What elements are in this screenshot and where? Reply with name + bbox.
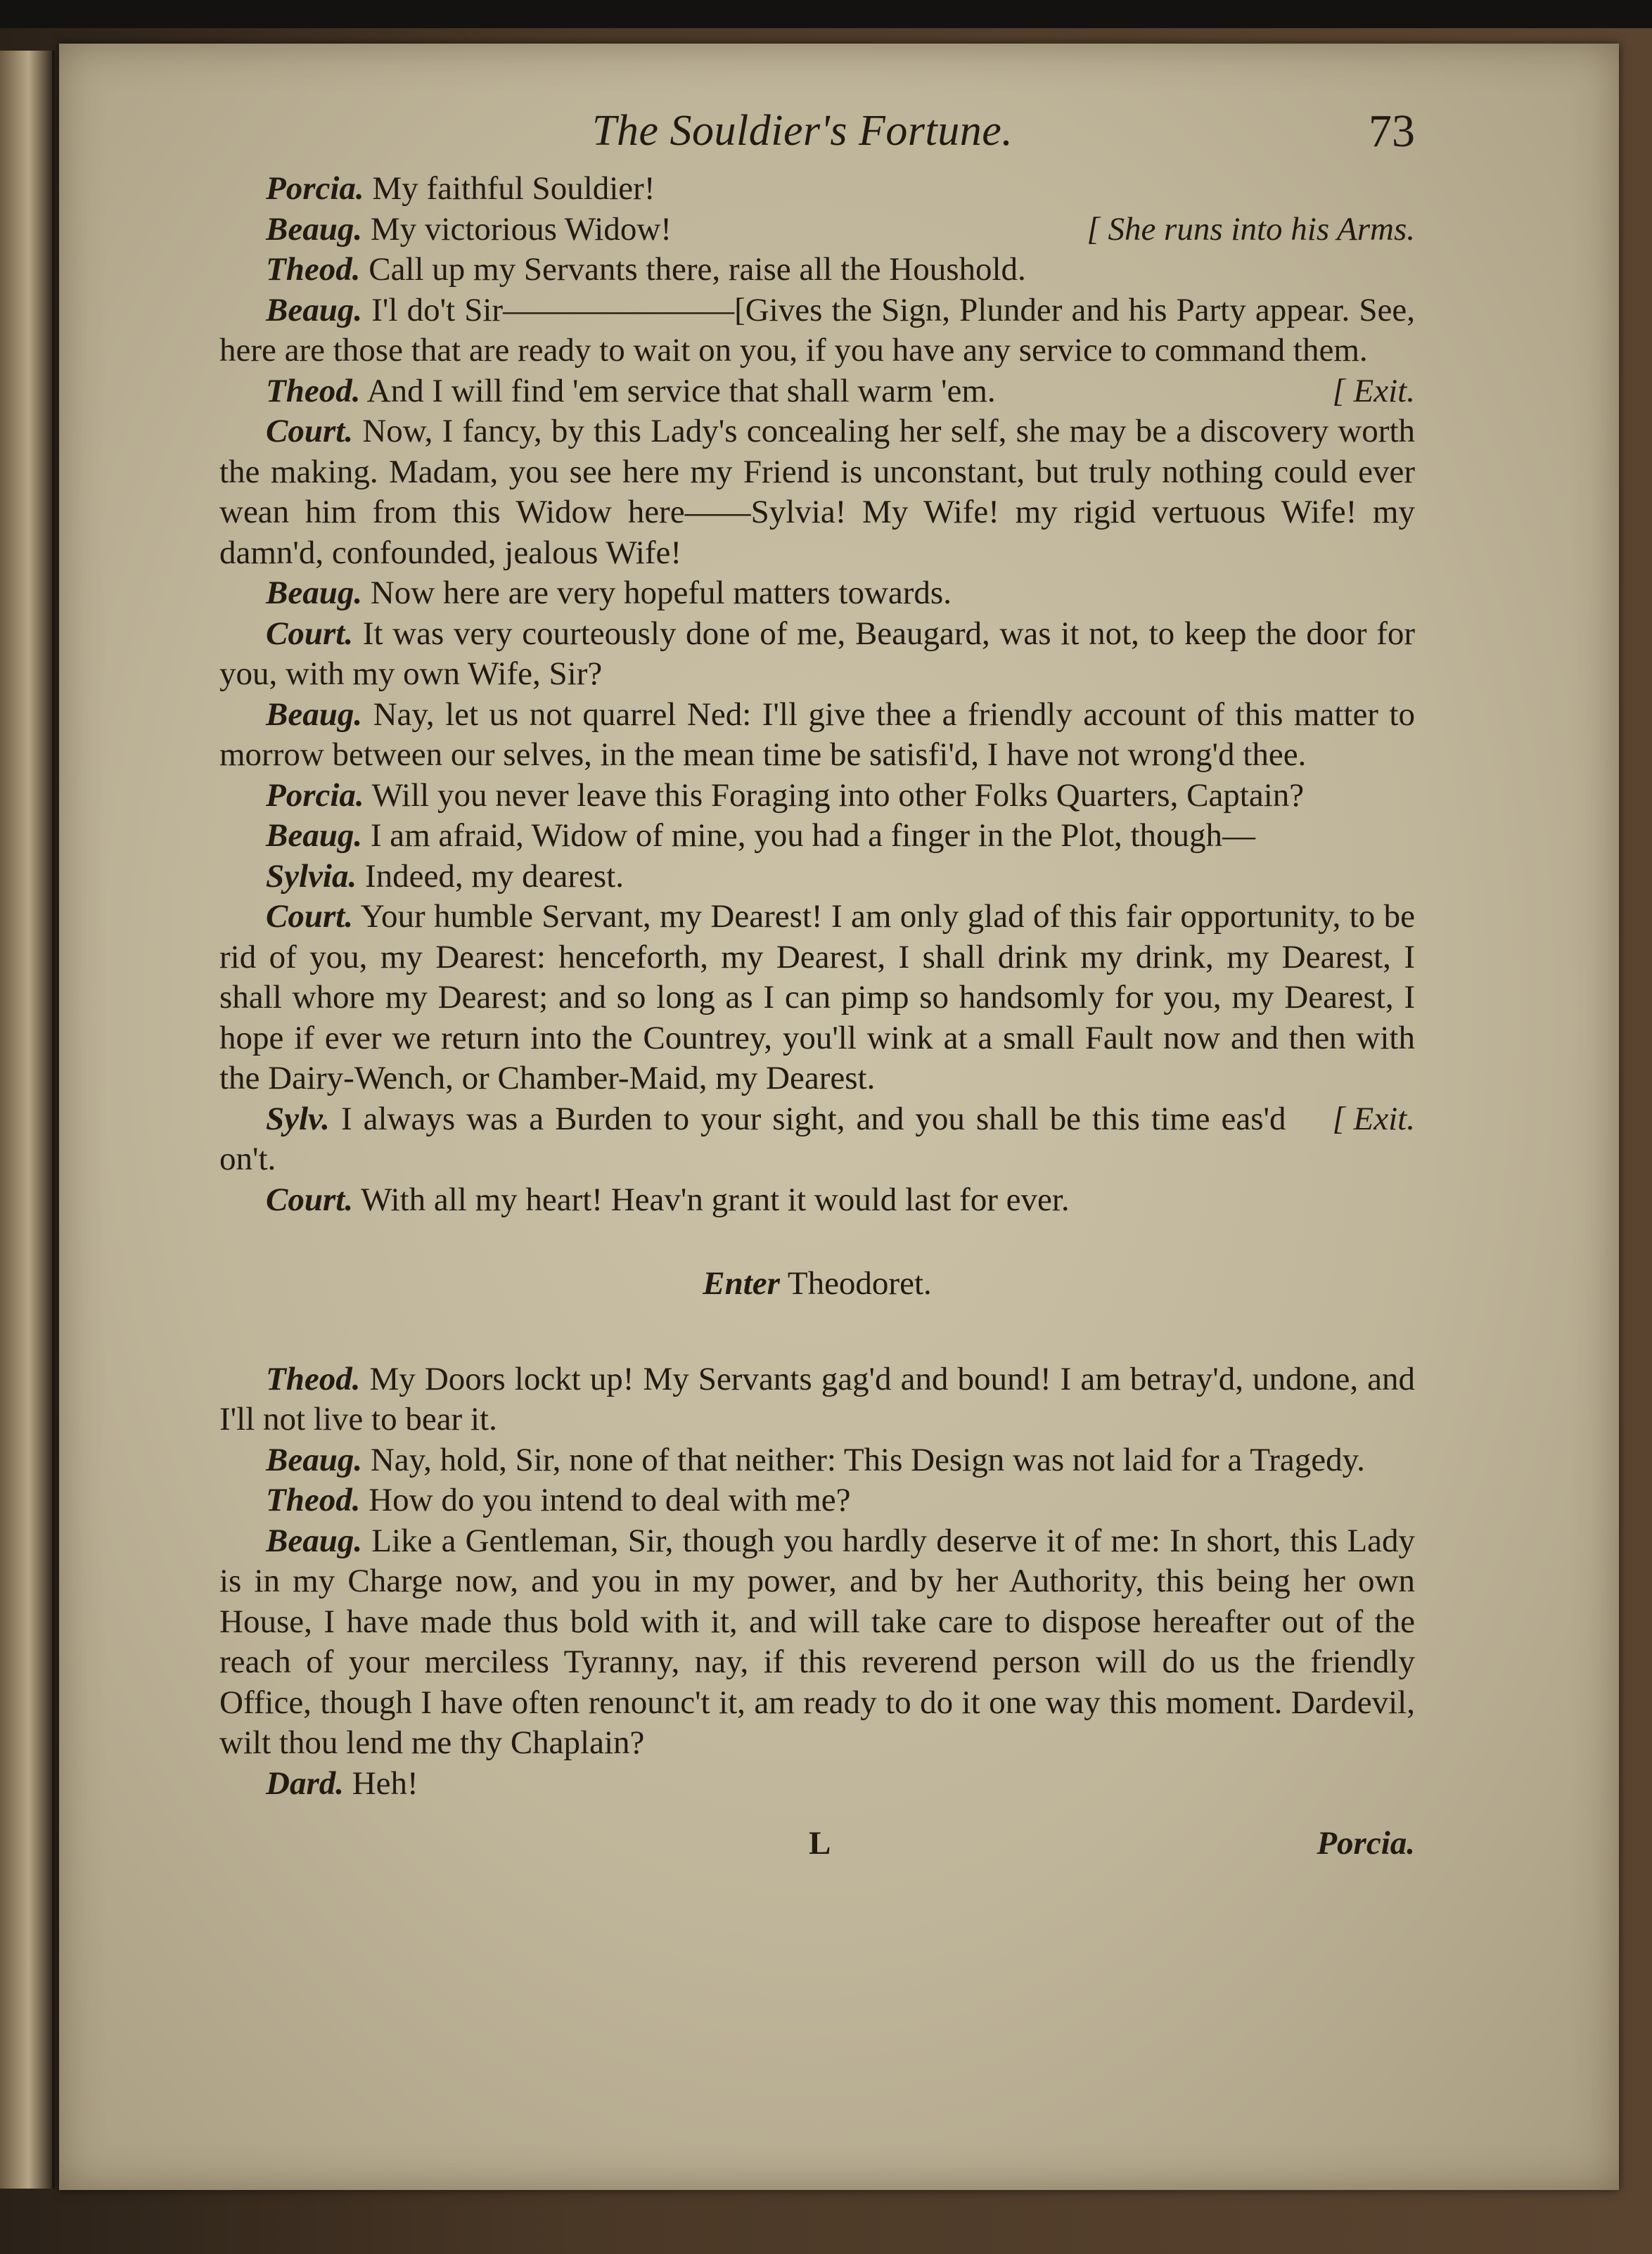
speech-text: Call up my Servants there, raise all the Houshold. <box>369 251 1026 288</box>
dialogue-section <box>219 169 1415 1220</box>
facing-page-edge <box>0 51 55 2189</box>
page-number: 73 <box>1369 105 1415 157</box>
entrance-label: Enter <box>703 1265 780 1302</box>
speech <box>219 897 1415 1099</box>
speech-text: I always was a Burden to your sight, and you shall be this time eas'd on't. <box>219 1100 1286 1177</box>
speech <box>219 169 1415 210</box>
speech-text: Will you never leave this Foraging into other Folks Quarters, Captain? <box>371 776 1305 814</box>
speaker-name: Sylv. <box>266 1100 330 1137</box>
speech-text: I'l do't Sir———————[Gives the Sign, Plunder and his Party appear. See, here are those that are ready to wait on you, if you have any service to command them. <box>219 291 1415 369</box>
speaker-name: Court. <box>266 1181 354 1218</box>
speech <box>219 250 1415 290</box>
speech <box>219 1440 1415 1481</box>
speech-text: How do you intend to deal with me? <box>369 1482 851 1518</box>
speaker-name: Beaug. <box>266 817 363 854</box>
speech <box>219 411 1415 573</box>
speaker-name: Court. <box>266 615 354 652</box>
speech-text: My faithful Souldier! <box>372 170 655 207</box>
dialogue-section <box>219 1359 1415 1805</box>
speech-text: Nay, hold, Sir, none of that neither: This Design was not laid for a Tragedy. <box>370 1441 1365 1478</box>
speaker-name: Theod. <box>266 251 361 288</box>
speech-text: Your humble Servant, my Dearest! I am only glad of this fair opportunity, to be rid of you, my Dearest: henceforth, my Dearest, I shall drink my drink, my Dearest, I shall whore my Dearest; and so long as I can pimp so handsomly for you, my Dearest, I hope if ever we return into the Countrey, you'll wink at a small Fault now and then with the Dairy-Wench, or Chamber-Maid, my Dearest. <box>219 898 1415 1096</box>
entrance-character: Theodoret. <box>787 1265 932 1302</box>
speech <box>219 1521 1415 1764</box>
speaker-name: Beaug. <box>266 1522 363 1559</box>
running-title: The Souldier's Fortune. <box>592 107 1013 155</box>
speech <box>219 210 1415 250</box>
speaker-name: Porcia. <box>266 170 364 207</box>
speaker-name: Sylvia. <box>266 857 357 895</box>
stage-direction-entrance <box>219 1264 1415 1305</box>
page-footer <box>219 1824 1415 1866</box>
speaker-name: Beaug. <box>266 1441 363 1478</box>
stage-direction: [ Exit. <box>1332 1100 1415 1137</box>
catchword: Porcia. <box>1317 1825 1415 1862</box>
speech <box>219 371 1415 412</box>
speaker-name: Theod. <box>266 1482 361 1518</box>
speaker-name: Beaug. <box>266 291 363 328</box>
stage-direction: [ Exit. <box>1332 372 1415 409</box>
speaker-name: Theod. <box>266 1360 361 1397</box>
speaker-name: Dard. <box>266 1765 344 1802</box>
speech <box>219 776 1415 817</box>
stage-direction: [ She runs into his Arms. <box>1087 210 1415 248</box>
speech-text: It was very courteously done of me, Beaugard, was it not, to keep the door for you, with my own Wife, Sir? <box>219 615 1416 692</box>
speech-text: Heh! <box>352 1765 418 1802</box>
speech-text: I am afraid, Widow of mine, you had a finger in the Plot, though— <box>370 817 1256 854</box>
speech <box>219 816 1415 857</box>
speech <box>219 857 1415 897</box>
speech-text: With all my heart! Heav'n grant it would last for ever. <box>361 1181 1070 1218</box>
speech <box>219 1359 1415 1440</box>
speech <box>219 1764 1415 1805</box>
page-header <box>219 105 1415 166</box>
speech-text: Now here are very hopeful matters towards. <box>370 575 952 611</box>
speaker-name: Beaug. <box>266 210 363 248</box>
speech-text: Like a Gentleman, Sir, though you hardly deserve it of me: In short, this Lady is in my Charge now, and you in my power, and by her Authority, this being her own House, I have made thus bold with it, and will take care to dispose hereafter out of the reach of your merciless Tyranny, nay, if this reverend person will do us the friendly Office, though I have often renounc't it, am ready to do it one way this moment. Dardevil, wilt thou lend me thy Chaplain? <box>219 1522 1416 1761</box>
speech-text: And I will find 'em service that shall warm 'em. <box>366 372 996 409</box>
speaker-name: Beaug. <box>266 696 363 733</box>
speech-text: My Doors lockt up! My Servants gag'd and bound! I am betray'd, undone, and I'll not live to bear it. <box>219 1360 1415 1437</box>
speech-text: Indeed, my dearest. <box>364 857 624 895</box>
speech <box>219 1180 1415 1221</box>
speech <box>219 695 1415 776</box>
speech <box>219 290 1415 371</box>
speech-text: Now, I fancy, by this Lady's concealing her self, she may be a discovery worth the making. Madam, you see here my Friend is unconstant, but truly nothing could ever wean him from this Widow here——Sylvia! My Wife! my rigid vertuous Wife! my damn'd, confounded, jealous Wife! <box>219 413 1415 571</box>
speaker-name: Beaug. <box>266 575 363 611</box>
speaker-name: Court. <box>266 898 354 935</box>
speaker-name: Theod. <box>266 372 361 409</box>
speech <box>219 1480 1415 1521</box>
signature-mark: L <box>809 1825 831 1862</box>
speech <box>219 573 1415 614</box>
speech-text: My victorious Widow! <box>370 210 672 248</box>
speech <box>219 1099 1415 1180</box>
speaker-name: Porcia. <box>266 776 364 814</box>
speech <box>219 614 1415 695</box>
speaker-name: Court. <box>266 413 354 449</box>
page-text-block <box>219 105 1415 1866</box>
speech-text: Nay, let us not quarrel Ned: I'll give thee a friendly account of this matter to morrow between our selves, in the mean time be satisfi'd, I have not wrong'd thee. <box>219 696 1415 773</box>
